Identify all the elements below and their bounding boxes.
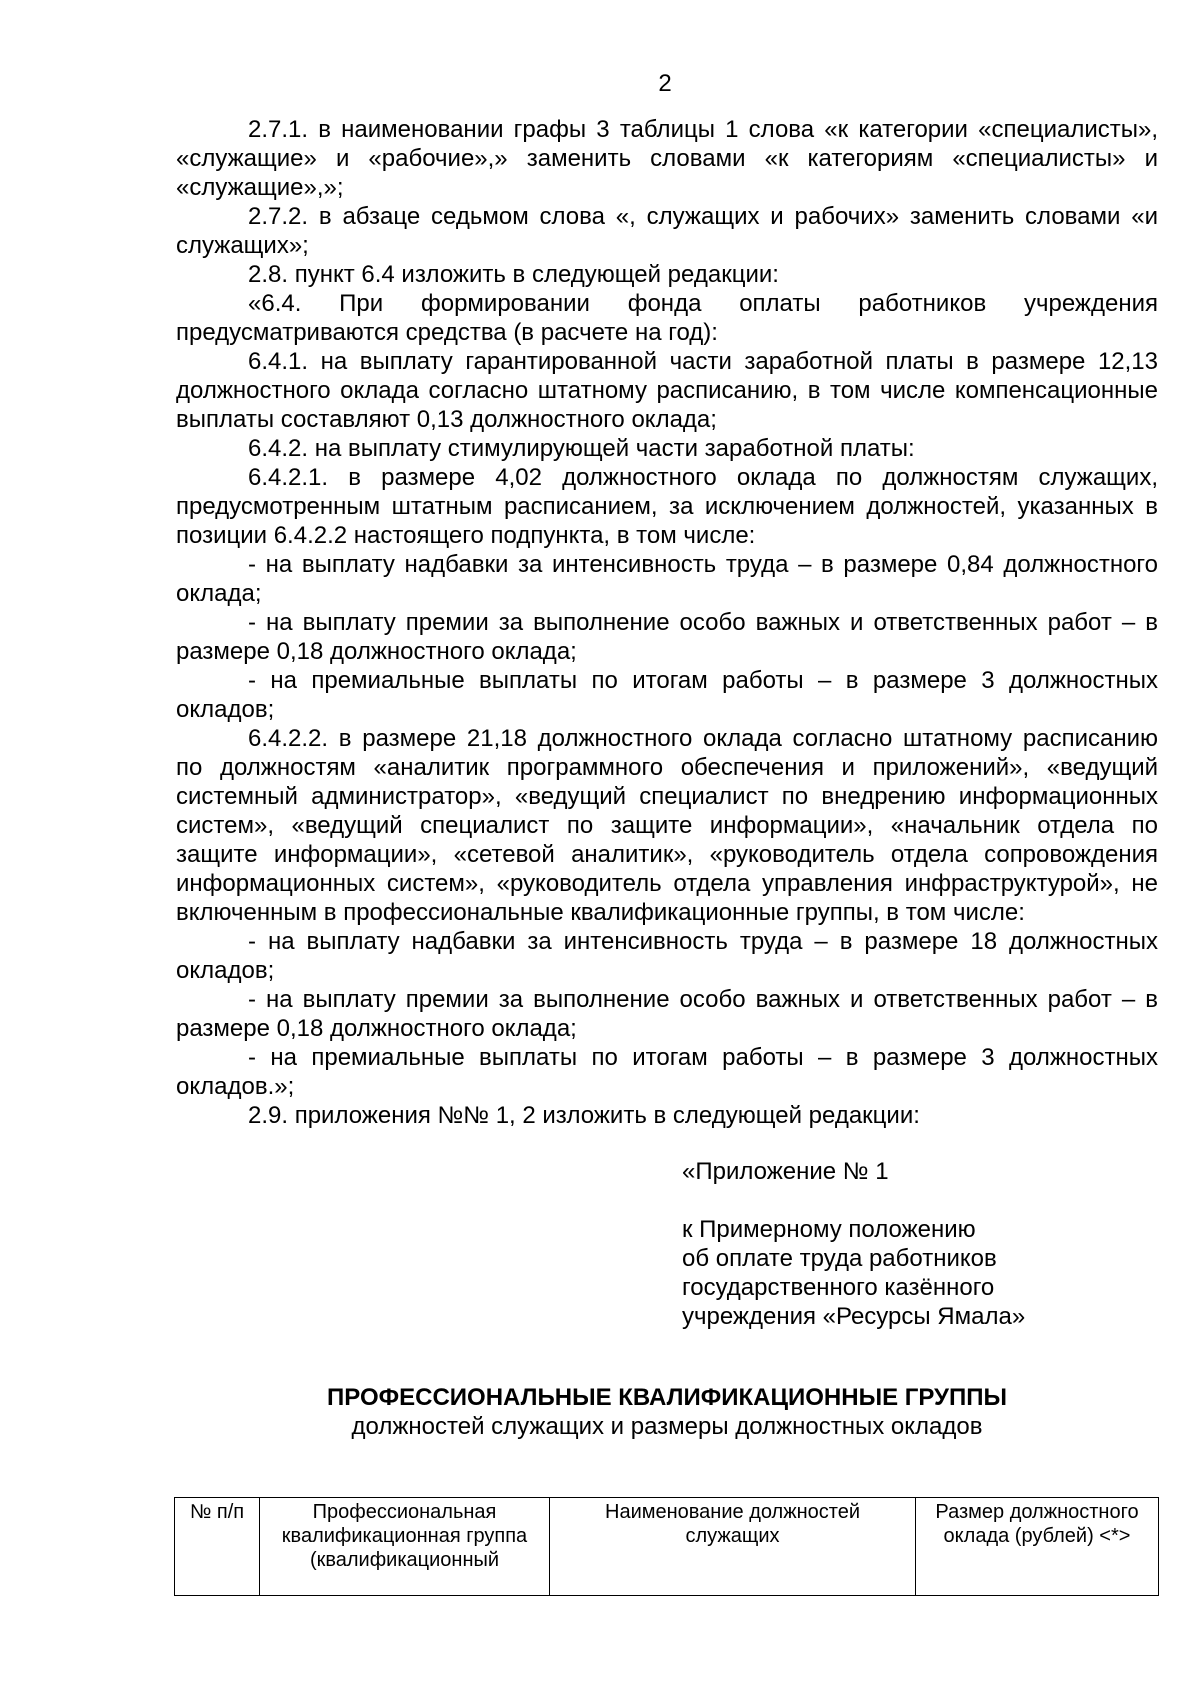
salary-table — [174, 1497, 1159, 1596]
paragraph-2-8: 2.8. пункт 6.4 изложить в следующей редакции: — [248, 261, 779, 288]
list-item-results-bonus-2: - на премиальные выплаты по итогам работы – в размере 3 должностных окладов.»; — [176, 1044, 1158, 1100]
appendix-heading — [682, 1157, 1142, 1331]
list-item-intensity-bonus: - на выплату надбавки за интенсивность труда – в размере 0,84 должностного оклада; — [176, 551, 1158, 607]
appendix-line: учреждения «Ресурсы Ямала» — [682, 1303, 1026, 1330]
paragraph-2-7-2: 2.7.2. в абзаце седьмом слова «, служащих и рабочих» заменить словами «и служащих»; — [176, 203, 1158, 259]
column-header-salary: Размер должностного оклада (рублей) <*> — [916, 1498, 1159, 1596]
paragraph-6-4-2-1: 6.4.2.1. в размере 4,02 должностного оклада по должностям служащих, предусмотренным штатным расписанием, за исключением должностей, указанных в позиции 6.4.2.2 настоящего подпункта, в том числе: — [176, 464, 1158, 549]
appendix-title: «Приложение № 1 — [682, 1158, 889, 1185]
list-item-results-bonus: - на премиальные выплаты по итогам работы – в размере 3 должностных окладов; — [176, 667, 1158, 723]
paragraph-6-4-2-2: 6.4.2.2. в размере 21,18 должностного оклада согласно штатному расписанию по должностям «аналитик программного обеспечения и приложений», «ведущий системный администратор», «ведущий специалист по внедрению информационных систем», «ведущий специалист по защите информации», «начальник отдела по защите информации», «сетевой аналитик», «руководитель отдела сопровождения информационных систем», «руководитель отдела управления инфраструктурой», не включенным в профессиональные квалификационные группы, в том числе: — [176, 725, 1158, 926]
paragraph-2-7-1: 2.7.1. в наименовании графы 3 таблицы 1 слова «к категории «специалисты», «служащие» и «рабочие»,» заменить словами «к категориям «специалисты» и «служащие»,»; — [176, 116, 1158, 201]
paragraph-6-4: «6.4. При формировании фонда оплаты работников учреждения предусматриваются средства (в расчете на год): — [176, 290, 1158, 346]
column-header-number: № п/п — [175, 1498, 260, 1596]
table-header-row — [175, 1498, 1159, 1596]
paragraph-6-4-2: 6.4.2. на выплату стимулирующей части заработной платы: — [248, 435, 915, 462]
list-item-important-work-bonus-2: - на выплату премии за выполнение особо важных и ответственных работ – в размере 0,18 должностного оклада; — [176, 986, 1158, 1042]
list-item-important-work-bonus: - на выплату премии за выполнение особо важных и ответственных работ – в размере 0,18 должностного оклада; — [176, 609, 1158, 665]
appendix-line: к Примерному положению — [682, 1216, 976, 1243]
document-body — [176, 115, 1158, 1130]
section-subtitle: должностей служащих и размеры должностных окладов — [351, 1413, 983, 1440]
paragraph-6-4-1: 6.4.1. на выплату гарантированной части заработной платы в размере 12,13 должностного оклада согласно штатному расписанию, в том числе компенсационные выплаты составляют 0,13 должностного оклада; — [176, 348, 1158, 433]
appendix-line: государственного казённого — [682, 1274, 995, 1301]
paragraph-2-9: 2.9. приложения №№ 1, 2 изложить в следующей редакции: — [248, 1102, 920, 1129]
column-header-qualification-group: Профессиональная квалификационная группа (квалификационный — [260, 1498, 550, 1596]
column-header-position-names: Наименование должностей служащих — [550, 1498, 916, 1596]
section-title: ПРОФЕССИОНАЛЬНЫЕ КВАЛИФИКАЦИОННЫЕ ГРУППЫ — [327, 1384, 1007, 1411]
appendix-line: об оплате труда работников — [682, 1245, 997, 1272]
page-number: 2 — [658, 70, 672, 97]
list-item-intensity-bonus-2: - на выплату надбавки за интенсивность труда – в размере 18 должностных окладов; — [176, 928, 1158, 984]
